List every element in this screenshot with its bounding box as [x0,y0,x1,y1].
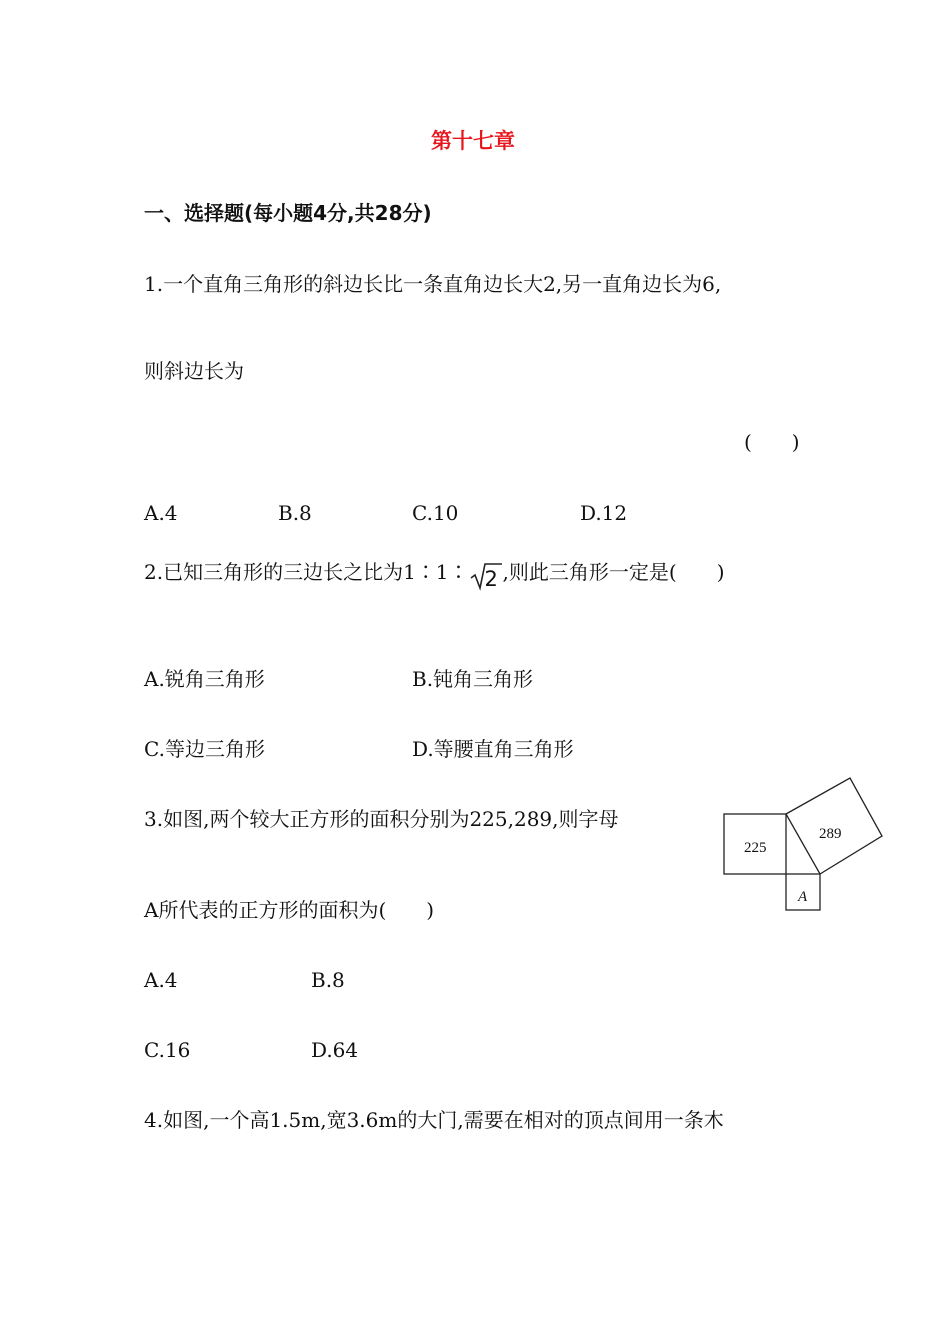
question-3-option-c: C.16 [144,1038,191,1062]
page-title: 第十七章 [431,129,515,153]
question-2-option-c: C.等边三角形 [144,737,265,761]
pythagoras-squares-figure [718,776,888,916]
question-3-option-d: D.64 [311,1038,359,1062]
question-1-option-a: A.4 [144,501,178,525]
square-right-label: 289 [819,826,842,842]
question-1-option-b: B.8 [278,501,312,525]
question-3-option-a: A.4 [144,968,178,992]
question-4-line-1: 4.如图,一个高1.5m,宽3.6m的大门,需要在相对的顶点间用一条木 [144,1108,724,1132]
question-2-option-a: A.锐角三角形 [144,667,265,691]
question-1-answer-bracket: ( ) [744,430,800,454]
question-1-option-d: D.12 [580,501,628,525]
question-2-option-b: B.钝角三角形 [412,667,534,691]
question-1-line-1: 1.一个直角三角形的斜边长比一条直角边长大2,另一直角边长为6, [144,272,722,296]
sqrt-expression [469,563,503,591]
sqrt-radicand: 2 [484,567,498,591]
question-2-option-d: D.等腰直角三角形 [412,737,574,761]
question-3-line-1: 3.如图,两个较大正方形的面积分别为225,289,则字母 [144,807,619,831]
square-bottom-label: A [798,889,808,905]
question-3-option-b: B.8 [311,968,345,992]
question-1-line-2: 则斜边长为 [144,359,244,383]
section-heading: 一、选择题(每小题4分,共28分) [144,201,432,225]
square-left-label: 225 [744,840,767,856]
question-1-option-c: C.10 [412,501,459,525]
question-2-text-after: ,则此三角形一定是( ) [502,560,725,584]
question-2-text-before: 2.已知三角形的三边长之比为1∶1∶ [144,560,469,584]
question-2-text [144,560,725,591]
question-3-line-2: A所代表的正方形的面积为( ) [144,898,435,922]
